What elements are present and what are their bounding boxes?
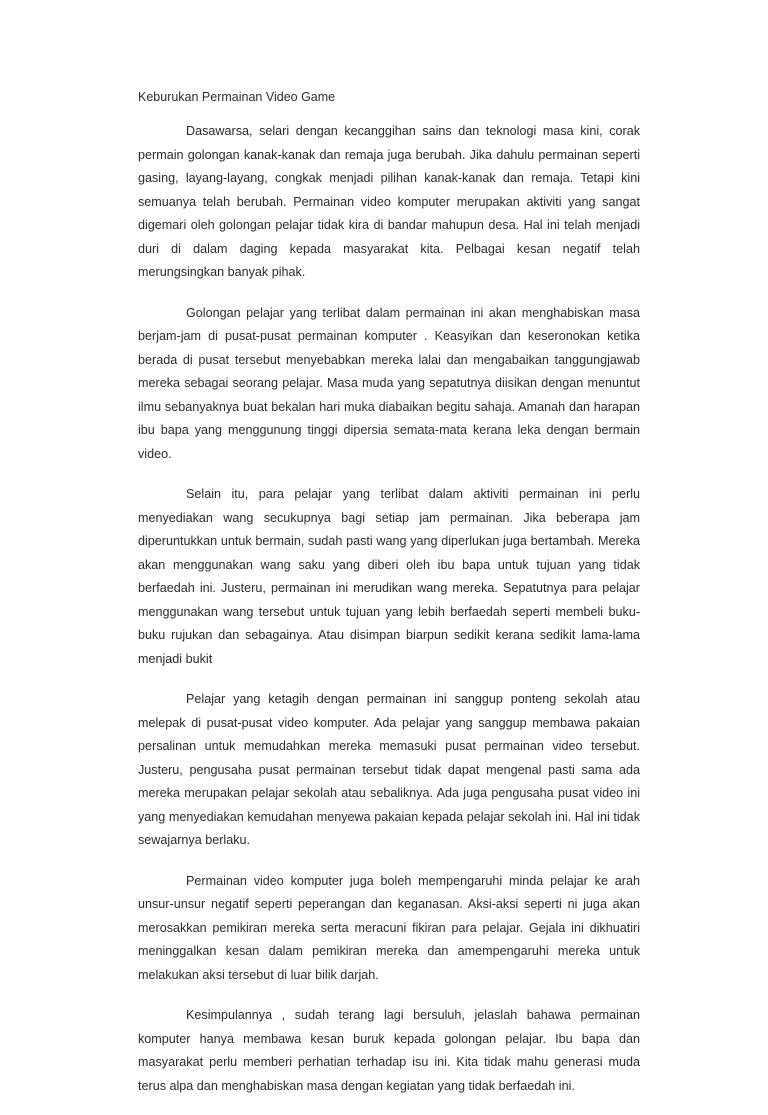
document-title: Keburukan Permainan Video Game <box>138 90 336 104</box>
paragraph-2: Golongan pelajar yang terlibat dalam permainan ini akan menghabiskan masa berjam-jam di pusat-pusat permainan komputer . Keasyikan dan keseronokan ketika berada di pusat tersebut menyebabkan mereka lalai dan mengabaikan tanggungjawab mereka sebagai seorang pelajar. Masa muda yang sepatutnya diisikan dengan menuntut ilmu sebanyaknya buat bekalan hari muka diabaikan begitu sahaja. Amanah dan harapan ibu bapa yang menggunung tinggi dipersia semata-mata kerana leka dengan bermain video. <box>138 305 640 461</box>
document-body <box>138 88 640 1115</box>
paragraph-4: Pelajar yang ketagih dengan permainan ini sanggup ponteng sekolah atau melepak di pusat-pusat video komputer. Ada pelajar yang sanggup membawa pakaian persalinan untuk memudahkan mereka memasuki pusat permainan video tersebut. Justeru, pengusaha pusat permainan tersebut tidak dapat mengenal pasti sama ada mereka merupakan pelajar sekolah atau sebaliknya. Ada juga pengusaha pusat video ini yang menyediakan kemudahan menyewa pakaian kepada pelajar sekolah ini. Hal ini tidak sewajarnya berlaku. <box>138 692 640 847</box>
paragraph-3: Selain itu, para pelajar yang terlibat dalam aktiviti permainan ini perlu menyediakan wang secukupnya bagi setiap jam permainan. Jika beberapa jam diperuntukkan untuk bermain, sudah pasti wang yang diperlukan juga bertambah. Mereka akan menggunakan wang saku yang diberi oleh ibu bapa untuk tujuan yang tidak berfaedah ini. Justeru, permainan ini merudikan wang mereka. Sepatutnya para pelajar menggunakan wang tersebut untuk tujuan yang lebih berfaedah seperti membeli buku-buku rujukan dan sebagainya. Atau disimpan biarpun sedikit kerana sedikit lama-lama menjadi bukit <box>138 487 640 666</box>
paragraph-5: Permainan video komputer juga boleh mempengaruhi minda pelajar ke arah unsur-unsur negatif seperti peperangan dan keganasan. Aksi-aksi seperti ni juga akan merosakkan pemikiran mereka serta meracuni fikiran para pelajar. Gejala ini dikhuatiri meninggalkan kesan dalam pemikiran mereka dan amempengaruhi mereka untuk melakukan aksi tersebut di luar bilik darjah. <box>138 873 640 982</box>
paragraph-1: Dasawarsa, selari dengan kecanggihan sains dan teknologi masa kini, corak permain golongan kanak-kanak dan remaja juga berubah. Jika dahulu permainan seperti gasing, layang-layang, congkak menjadi pilihan kanak-kanak dan remaja. Tetapi kini semuanya telah berubah. Permainan video komputer merupakan aktiviti yang sangat digemari oleh golongan pelajar tidak kira di bandar mahupun desa. Hal ini telah menjadi duri di dalam daging kepada masyarakat kita. Pelbagai kesan negatif telah merungsingkan banyak pihak. <box>138 124 640 279</box>
paragraph-6: Kesimpulannya , sudah terang lagi bersuluh, jelaslah bahawa permainan komputer hanya membawa kesan buruk kepada golongan pelajar. Ibu bapa dan masyarakat perlu memberi perhatian terhadap isu ini. Kita tidak mahu generasi muda terus alpa dan menghabiskan masa dengan kegiatan yang tidak berfaedah ini. <box>138 1008 640 1093</box>
